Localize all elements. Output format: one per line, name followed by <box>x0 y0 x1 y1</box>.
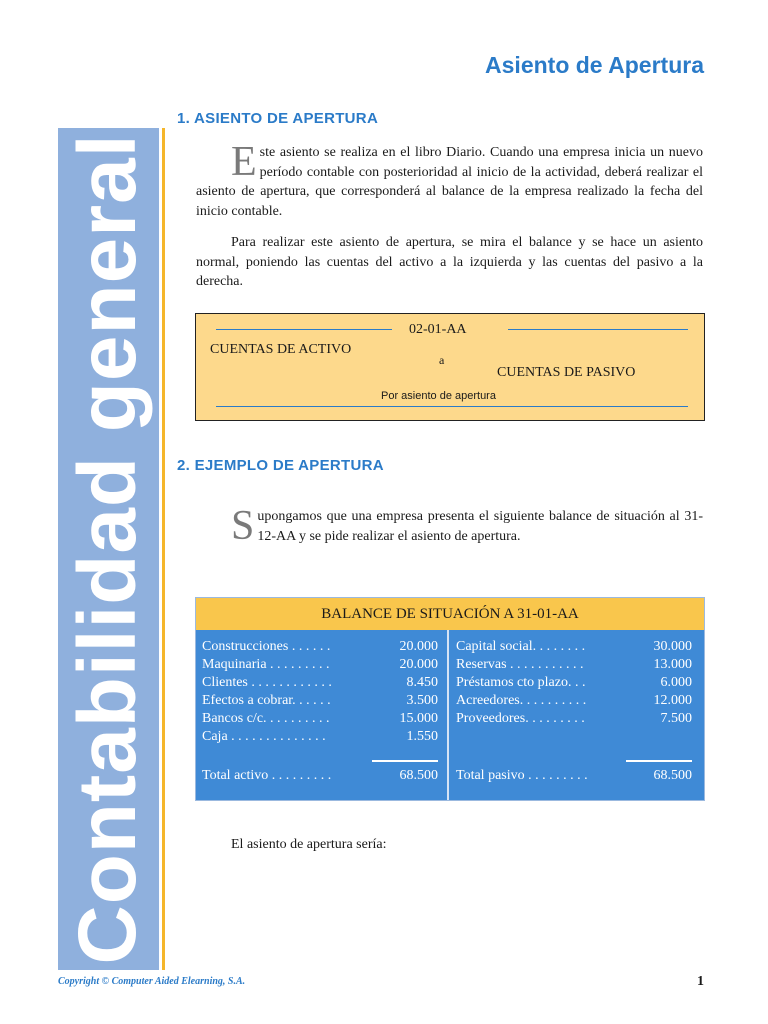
page-number: 1 <box>697 974 704 989</box>
liability-value: 12.000 <box>653 693 692 708</box>
table-row <box>202 675 438 693</box>
journal-entry-box <box>195 313 705 421</box>
table-row <box>202 657 438 675</box>
asset-value: 15.000 <box>399 711 438 726</box>
asset-value: 20.000 <box>399 657 438 672</box>
asset-value: 8.450 <box>406 675 438 690</box>
balance-column-divider <box>447 630 449 800</box>
entry-caption: Por asiento de apertura <box>381 390 496 402</box>
intro-paragraph <box>196 139 703 221</box>
page-title: Asiento de Apertura <box>485 52 704 78</box>
liabilities-total-label: Total pasivo . . . . . . . . . <box>456 768 588 783</box>
asset-value: 1.550 <box>406 729 438 744</box>
asset-label: Caja . . . . . . . . . . . . . . <box>202 729 326 744</box>
assets-column <box>202 639 438 747</box>
side-label: Contabilidad general <box>62 133 153 965</box>
liability-label: Capital social. . . . . . . . <box>456 639 586 654</box>
liability-label: Reservas . . . . . . . . . . . <box>456 657 584 672</box>
assets-total-row <box>202 768 438 786</box>
liability-label: Proveedores. . . . . . . . . <box>456 711 585 726</box>
liabilities-total-value: 68.500 <box>653 768 692 783</box>
section-heading-ejemplo: 2. EJEMPLO DE APERTURA <box>177 457 384 474</box>
asset-label: Bancos c/c. . . . . . . . . . <box>202 711 330 726</box>
entry-rule-bottom <box>216 406 688 407</box>
liability-value: 30.000 <box>653 639 692 654</box>
table-row <box>202 639 438 657</box>
asset-value: 3.500 <box>406 693 438 708</box>
asset-label: Construcciones . . . . . . <box>202 639 331 654</box>
asset-label: Efectos a cobrar. . . . . . <box>202 693 331 708</box>
entry-debit-account: CUENTAS DE ACTIVO <box>210 342 352 357</box>
table-row <box>456 693 692 711</box>
example-paragraph <box>196 503 703 549</box>
side-divider <box>162 128 165 970</box>
table-row <box>456 639 692 657</box>
liability-label: Acreedores. . . . . . . . . . <box>456 693 587 708</box>
entry-credit-account: CUENTAS DE PASIVO <box>497 365 636 380</box>
balance-sheet-table <box>195 597 705 801</box>
assets-total-label: Total activo . . . . . . . . . <box>202 768 332 783</box>
liabilities-total-rule <box>626 760 692 762</box>
entry-rule-top-right <box>508 329 688 330</box>
table-row <box>202 693 438 711</box>
assets-total-rule <box>372 760 438 762</box>
method-paragraph: Para realizar este asiento de apertura, se mira el balance y se hace un asiento normal, poniendo las cuentas del activo a la izquierda y las cuentas del pasivo a la derecha. <box>196 235 703 289</box>
drop-cap: S <box>231 503 255 549</box>
liability-value: 13.000 <box>653 657 692 672</box>
example-paragraph-text: upongamos que una empresa presenta el siguiente balance de situación al 31-12-AA y se pide realizar el asiento de apertura. <box>257 509 703 544</box>
asset-value: 20.000 <box>399 639 438 654</box>
asset-label: Clientes . . . . . . . . . . . . <box>202 675 332 690</box>
table-row <box>456 711 692 729</box>
asset-label: Maquinaria . . . . . . . . . <box>202 657 330 672</box>
table-row <box>456 675 692 693</box>
table-row <box>202 729 438 747</box>
liability-value: 7.500 <box>660 711 692 726</box>
closing-paragraph: El asiento de apertura sería: <box>231 837 387 852</box>
entry-date: 02-01-AA <box>409 322 467 337</box>
assets-total-value: 68.500 <box>399 768 438 783</box>
liabilities-column <box>456 639 692 729</box>
table-row <box>456 657 692 675</box>
liability-label: Préstamos cto plazo. . . <box>456 675 586 690</box>
intro-paragraph-text: ste asiento se realiza en el libro Diario. Cuando una empresa inicia un nuevo período contable con posterioridad al inicio de la actividad, deberá realizar el asiento de apertura, que corresponderá al balance de la empresa realizado la fecha del inicio contable. <box>196 145 703 219</box>
liability-value: 6.000 <box>660 675 692 690</box>
table-row <box>202 711 438 729</box>
drop-cap: E <box>231 139 257 185</box>
copyright-notice: Copyright © Computer Aided Elearning, S.A. <box>58 976 246 987</box>
balance-sheet-title: BALANCE DE SITUACIÓN A 31-01-AA <box>196 598 704 630</box>
entry-connector: a <box>439 353 445 367</box>
section-heading-asiento: 1. ASIENTO DE APERTURA <box>177 110 379 127</box>
entry-rule-top-left <box>216 329 392 330</box>
liabilities-total-row <box>456 768 692 786</box>
